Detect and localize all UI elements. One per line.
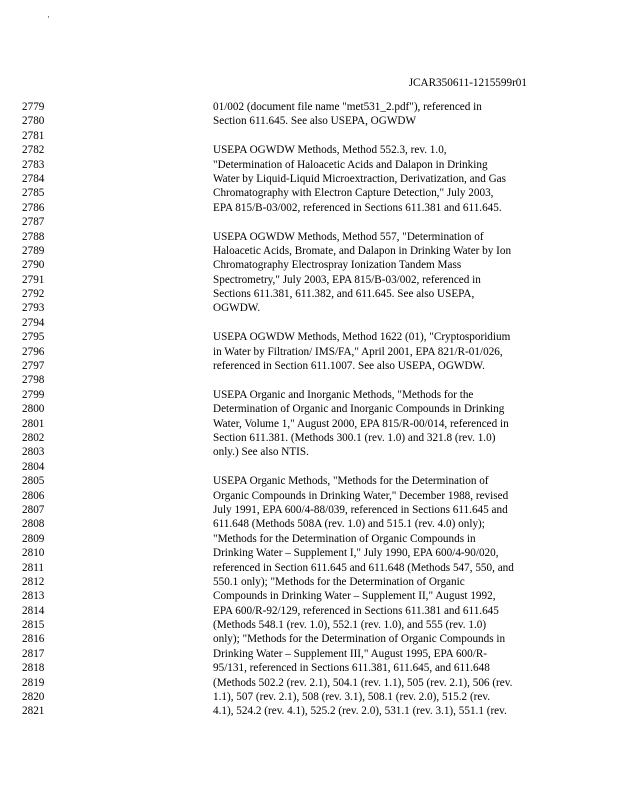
line-text: Section 611.381. (Methods 300.1 (rev. 1.0) and 321.8 (rev. 1.0) [213,431,496,444]
line-text: Water by Liquid-Liquid Microextraction, Derivatization, and Gas [213,172,506,185]
text-line [0,201,619,215]
text-line [0,445,619,459]
text-line [0,402,619,416]
line-text: only); "Methods for the Determination of Organic Compounds in [213,633,506,646]
line-text: Organic Compounds in Drinking Water," December 1988, revised [213,489,509,502]
line-number: 2791 [22,273,45,286]
line-number: 2809 [22,532,45,545]
line-text: Drinking Water – Supplement III," August 1995, EPA 600/R- [213,647,488,660]
line-number: 2804 [22,460,45,473]
line-number: 2811 [22,561,44,574]
line-text: referenced in Section 611.1007. See also USEPA, OGWDW. [213,360,485,373]
line-number: 2808 [22,518,45,531]
line-number: 2786 [22,201,45,214]
line-text: "Methods for the Determination of Organic Compounds in [213,532,476,545]
text-line [0,460,619,474]
line-number: 2806 [22,489,45,502]
text-line [0,661,619,675]
line-number: 2810 [22,547,45,560]
line-text: Spectrometry," July 2003, EPA 815/B-03/002, referenced in [213,273,481,286]
text-line [0,589,619,603]
text-line [0,517,619,531]
line-text: Water, Volume 1," August 2000, EPA 815/R-00/014, referenced in [213,417,509,430]
line-text: EPA 600/R-92/129, referenced in Sections 611.381 and 611.645 [213,604,499,617]
document-id: JCAR350611-1215599r01 [408,77,527,89]
line-number: 2785 [22,187,45,200]
line-number: 2795 [22,331,45,344]
line-text: 550.1 only); "Methods for the Determination of Organic [213,575,465,588]
line-text: USEPA OGWDW Methods, Method 1622 (01), "Cryptosporidium [213,331,511,344]
line-text: Haloacetic Acids, Bromate, and Dalapon in Drinking Water by Ion [213,244,512,257]
line-number: 2796 [22,345,45,358]
line-text: "Determination of Haloacetic Acids and Dalapon in Drinking [213,158,488,171]
text-line [0,359,619,373]
text-line [0,704,619,718]
line-text: (Methods 502.2 (rev. 2.1), 504.1 (rev. 1.1), 505 (rev. 2.1), 506 (rev. [213,676,513,689]
text-line [0,431,619,445]
text-line [0,273,619,287]
text-line [0,230,619,244]
line-text: Chromatography Electrospray Ionization Tandem Mass [213,259,462,272]
line-text: 1.1), 507 (rev. 2.1), 508 (rev. 3.1), 508.1 (rev. 2.0), 515.2 (rev. [213,691,491,704]
text-line [0,503,619,517]
text-line [0,546,619,560]
line-text: 95/131, referenced in Sections 611.381, 611.645, and 611.648 [213,662,490,675]
line-number: 2782 [22,144,45,157]
line-number: 2784 [22,172,45,185]
text-line [0,532,619,546]
line-number: 2812 [22,575,45,588]
line-text: 611.648 (Methods 508A (rev. 1.0) and 515.1 (rev. 4.0) only); [213,518,485,531]
line-number: 2781 [22,129,45,142]
corner-mark: · [47,12,50,22]
line-number: 2820 [22,691,45,704]
line-number: 2805 [22,475,45,488]
line-number: 2819 [22,676,45,689]
line-text: July 1991, EPA 600/4-88/039, referenced in Sections 611.645 and [213,503,508,516]
text-line [0,474,619,488]
line-text: 4.1), 524.2 (rev. 4.1), 525.2 (rev. 2.0), 531.1 (rev. 3.1), 551.1 (rev. [213,705,507,718]
line-number: 2803 [22,446,45,459]
line-number: 2817 [22,647,45,660]
line-text: USEPA Organic Methods, "Methods for the Determination of [213,475,489,488]
line-number: 2779 [22,101,45,113]
text-line [0,244,619,258]
line-number: 2783 [22,158,45,171]
text-line [0,561,619,575]
text-line [0,287,619,301]
line-text: in Water by Filtration/ IMS/FA," April 2001, EPA 821/R-01/026, [213,345,503,358]
text-line [0,373,619,387]
line-text: USEPA OGWDW Methods, Method 552.3, rev. 1.0, [213,144,447,157]
text-line [0,575,619,589]
line-text: USEPA OGWDW Methods, Method 557, "Determination of [213,230,484,243]
line-text: OGWDW. [213,302,261,315]
line-text: Drinking Water – Supplement I," July 1990, EPA 600/4-90/020, [213,547,499,560]
line-number: 2800 [22,403,45,416]
line-number: 2814 [22,604,45,617]
text-line [0,172,619,186]
line-number: 2821 [22,705,45,718]
text-line [0,330,619,344]
text-line [0,489,619,503]
line-text: Determination of Organic and Inorganic Compounds in Drinking [213,403,505,416]
line-number: 2813 [22,590,45,603]
line-number: 2818 [22,662,45,675]
text-line [0,143,619,157]
numbered-text-body [0,100,619,719]
text-line [0,632,619,646]
line-number: 2780 [22,115,45,128]
line-number: 2802 [22,431,45,444]
line-text: EPA 815/B-03/002, referenced in Sections 611.381 and 611.645. [213,201,502,214]
line-number: 2793 [22,302,45,315]
text-line [0,301,619,315]
text-line [0,316,619,330]
text-line [0,345,619,359]
line-text: Compounds in Drinking Water – Supplement II," August 1992, [213,590,496,603]
text-line [0,417,619,431]
text-line [0,690,619,704]
line-number: 2789 [22,244,45,257]
line-text: Chromatography with Electron Capture Detection," July 2003, [213,187,494,200]
line-number: 2816 [22,633,45,646]
line-number: 2788 [22,230,45,243]
line-number: 2794 [22,316,45,329]
text-line [0,618,619,632]
text-line [0,114,619,128]
line-number: 2787 [22,216,45,229]
line-text: Sections 611.381, 611.382, and 611.645. See also USEPA, [213,288,475,301]
line-number: 2792 [22,288,45,301]
text-line [0,215,619,229]
text-line [0,100,619,114]
line-number: 2799 [22,388,45,401]
text-line [0,388,619,402]
line-text: referenced in Section 611.645 and 611.648 (Methods 547, 550, and [213,561,514,574]
line-text: (Methods 548.1 (rev. 1.0), 552.1 (rev. 1.0), and 555 (rev. 1.0) [213,619,487,632]
text-line [0,604,619,618]
line-number: 2815 [22,619,45,632]
line-number: 2807 [22,503,45,516]
line-text: 01/002 (document file name "met531_2.pdf"), referenced in [213,101,482,113]
text-line [0,258,619,272]
text-line [0,647,619,661]
line-number: 2797 [22,360,45,373]
text-line [0,186,619,200]
line-text: USEPA Organic and Inorganic Methods, "Methods for the [213,388,474,401]
text-line [0,676,619,690]
line-number: 2798 [22,374,45,387]
line-text: Section 611.645. See also USEPA, OGWDW [213,115,417,128]
text-line [0,158,619,172]
line-number: 2801 [22,417,45,430]
text-line [0,129,619,143]
line-text: only.) See also NTIS. [213,446,309,459]
line-number: 2790 [22,259,45,272]
